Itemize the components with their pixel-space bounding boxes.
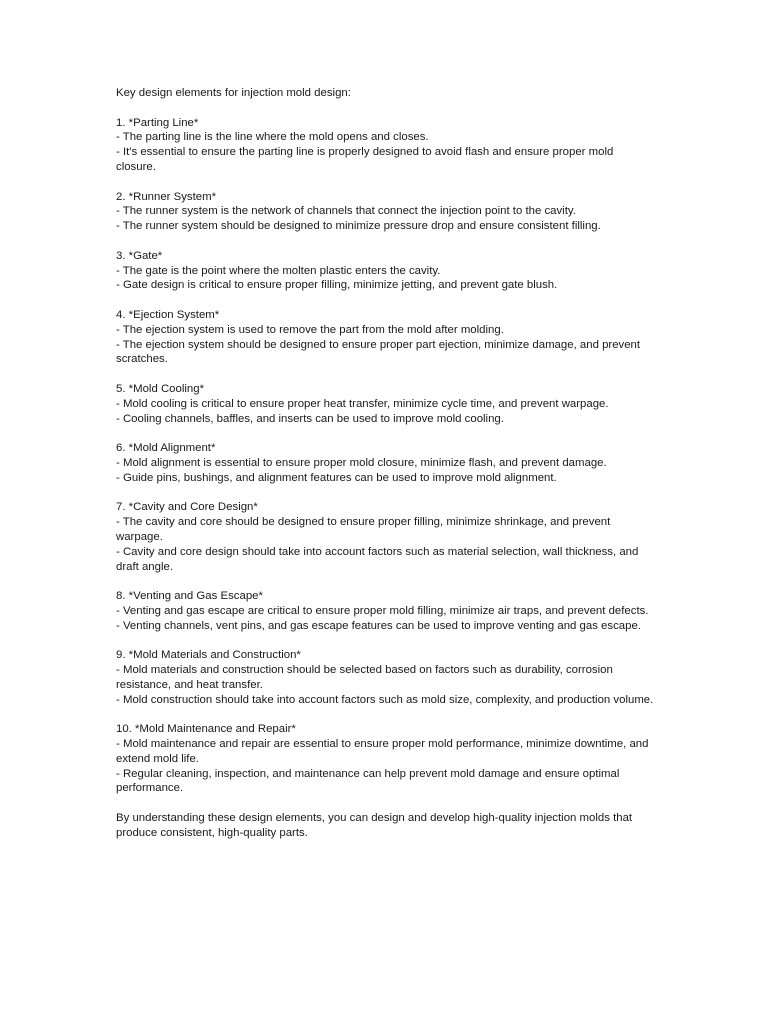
section-venting-gas-escape xyxy=(116,589,656,633)
section-mold-alignment xyxy=(116,441,656,485)
section-bullet: - The runner system is the network of channels that connect the injection point to the cavity. xyxy=(116,205,576,218)
section-bullet: - Mold construction should take into account factors such as mold size, complexity, and production volume. xyxy=(116,693,654,706)
conclusion-text: By understanding these design elements, you can design and develop high-quality injection molds that produce consistent, high-quality parts. xyxy=(116,812,633,839)
section-bullet: - The parting line is the line where the mold opens and closes. xyxy=(116,131,429,144)
section-heading: 4. *Ejection System* xyxy=(116,308,220,321)
section-bullet: - The ejection system is used to remove the part from the mold after molding. xyxy=(116,323,504,336)
section-bullet: - Venting channels, vent pins, and gas escape features can be used to improve venting and gas escape. xyxy=(116,619,641,632)
section-parting-line xyxy=(116,116,656,175)
section-bullet: - Venting and gas escape are critical to ensure proper mold filling, minimize air traps, and prevent defects. xyxy=(116,604,649,617)
section-bullet: - The ejection system should be designed to ensure proper part ejection, minimize damage, and prevent scratches. xyxy=(116,338,641,366)
section-bullet: - It's essential to ensure the parting line is properly designed to avoid flash and ensure proper mold closure. xyxy=(116,146,614,173)
section-bullet: - Gate design is critical to ensure proper filling, minimize jetting, and prevent gate blush. xyxy=(116,279,558,292)
section-mold-maintenance xyxy=(116,722,656,796)
section-bullet: - Mold materials and construction should be selected based on factors such as durability, corrosion resistance, and heat transfer. xyxy=(116,664,613,691)
section-gate xyxy=(116,249,656,293)
section-heading: 9. *Mold Materials and Construction* xyxy=(116,649,301,662)
section-bullet: - Cooling channels, baffles, and inserts can be used to improve mold cooling. xyxy=(116,412,504,425)
section-heading: 6. *Mold Alignment* xyxy=(116,442,216,455)
intro-text: Key design elements for injection mold design: xyxy=(116,87,351,99)
section-heading: 8. *Venting and Gas Escape* xyxy=(116,590,263,603)
section-heading: 1. *Parting Line* xyxy=(116,116,199,129)
document-page xyxy=(116,86,656,855)
section-mold-materials xyxy=(116,648,656,707)
section-bullet: - Guide pins, bushings, and alignment features can be used to improve mold alignment. xyxy=(116,471,557,484)
section-runner-system xyxy=(116,190,656,234)
section-bullet: - Mold alignment is essential to ensure proper mold closure, minimize flash, and prevent damage. xyxy=(116,456,607,469)
section-ejection-system xyxy=(116,308,656,367)
section-bullet: - The cavity and core should be designed to ensure proper filling, minimize shrinkage, and prevent warpage. xyxy=(116,516,611,543)
section-heading: 7. *Cavity and Core Design* xyxy=(116,501,258,514)
section-heading: 2. *Runner System* xyxy=(116,190,217,203)
section-bullet: - Mold maintenance and repair are essential to ensure proper mold performance, minimize downtime, and extend mold life. xyxy=(116,738,649,765)
section-heading: 5. *Mold Cooling* xyxy=(116,382,205,395)
section-heading: 10. *Mold Maintenance and Repair* xyxy=(116,723,296,736)
section-bullet: - Mold cooling is critical to ensure proper heat transfer, minimize cycle time, and prevent warpage. xyxy=(116,397,609,410)
section-heading: 3. *Gate* xyxy=(116,249,163,262)
section-bullet: - Regular cleaning, inspection, and maintenance can help prevent mold damage and ensure optimal performance. xyxy=(116,767,620,795)
section-bullet: - The runner system should be designed to minimize pressure drop and ensure consistent filling. xyxy=(116,220,601,233)
section-mold-cooling xyxy=(116,382,656,426)
section-bullet: - Cavity and core design should take into account factors such as material selection, wall thickness, and draft angle. xyxy=(116,545,639,573)
section-bullet: - The gate is the point where the molten plastic enters the cavity. xyxy=(116,264,441,277)
section-cavity-core-design xyxy=(116,500,656,574)
